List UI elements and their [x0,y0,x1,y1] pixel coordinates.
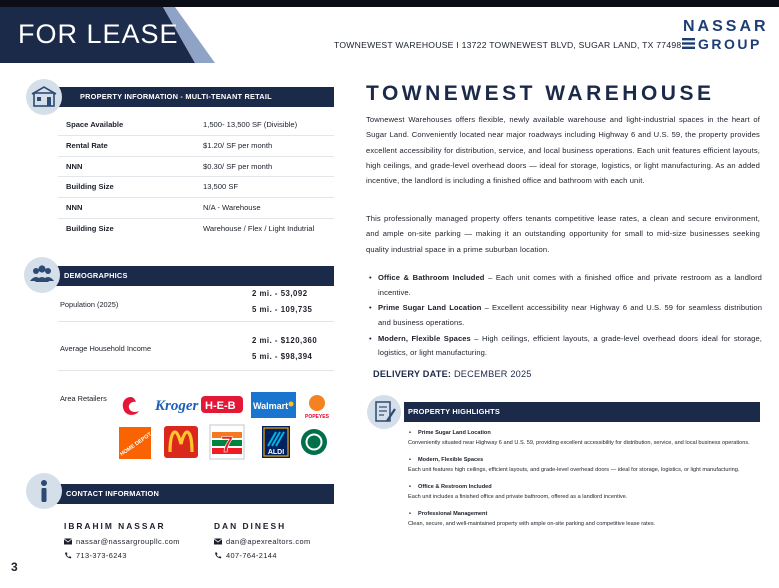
demographics-icon-wrap [24,257,60,293]
svg-text:ALDI: ALDI [267,449,285,456]
logo-nassar-text: NASSAR [683,18,769,35]
table-row [58,136,334,157]
highlight-title: • Modern, Flexible Spaces [409,457,484,463]
mcdonalds-logo [164,426,198,458]
nassar-logo-icon [682,37,695,50]
highlight-title: • Office & Restroom Included [409,484,492,490]
row-value: $1.20/ SF per month [203,140,273,150]
income-2mi: 2 mi. - $120,360 [252,336,318,345]
income-5mi: 5 mi. - $98,394 [252,352,313,361]
delivery-date [373,369,532,379]
phone-text: 713-373-6243 [76,551,127,560]
svg-text:Walmart: Walmart [253,401,289,411]
delivery-value: DECEMBER 2025 [453,369,532,379]
building-icon [26,79,62,115]
bullet-text: – Each unit comes with a finished office and private restroom as a landlord incentive. [378,273,762,297]
table-row [58,115,334,136]
mail-icon [214,538,222,545]
list-item [408,510,760,530]
bullet-dot: • [369,273,372,282]
logo-group-text: GROUP [698,36,762,52]
highlights-icon-wrap [367,395,401,429]
page-title: TOWNEWEST WAREHOUSE [366,82,715,105]
document-pen-icon [367,395,401,429]
property-info-heading: PROPERTY INFORMATION - MULTI-TENANT RETAIL [42,87,334,107]
list-item [408,483,760,503]
heb-logo [200,393,244,417]
starbucks-logo [300,428,328,456]
for-lease-label: FOR LEASE [18,19,179,49]
table-row [58,198,334,219]
income-label: Average Household Income [60,344,152,353]
divider [58,321,334,322]
contact-name-1: IBRAHIM NASSAR [64,521,166,531]
svg-text:H-E-B: H-E-B [205,400,236,412]
demographics-heading: DEMOGRAPHICS [36,266,334,286]
svg-text:HOME DEPOT: HOME DEPOT [119,431,154,458]
chick-fil-a-logo [116,391,146,421]
row-value: 13,500 SF [203,182,239,192]
list-item [366,271,762,300]
divider [58,370,334,371]
aldi-logo [262,426,290,458]
highlight-title: • Prime Sugar Land Location [409,430,491,436]
page-number: 3 [11,560,18,574]
highlight-title: • Professional Management [409,511,488,517]
table-row [58,157,334,178]
list-item [408,429,760,449]
bullet-text: – High ceilings, efficient layouts, a grade-level overhead doors ideal for storage, logistics, or light manufacturing. [378,333,762,358]
phone-text: 407-764-2144 [226,551,277,560]
row-label: Building Size [66,223,114,233]
info-icon [26,473,62,509]
seven-eleven-logo [210,425,244,459]
svg-text:7: 7 [220,432,234,457]
kroger-logo [153,391,199,421]
people-icon [24,257,60,293]
mail-icon [64,538,72,545]
highlight-text: Conveniently situated near Highway 6 and U.S. 59, providing excellent accessibility for distribution, service, and local business operations. [408,440,750,446]
contact-phone-1[interactable] [64,551,127,560]
delivery-label: DELIVERY DATE: [373,369,452,379]
phone-icon [214,552,222,559]
row-value: N/A - Warehouse [203,203,261,213]
highlights-list [408,429,760,537]
population-5mi: 5 mi. - 109,735 [252,305,313,314]
email-text: dan@apexrealtors.com [226,537,311,546]
contact-name-2: DAN DINESH [214,521,287,531]
property-info-table [58,115,334,239]
bullet-dot: • [369,303,372,313]
walmart-logo [251,392,296,418]
property-address: TOWNEWEST WAREHOUSE I 13722 TOWNEWEST BLVD, SUGAR LAND, TX 77498 [334,40,682,50]
list-item [366,332,762,361]
row-label: NNN [66,203,83,213]
highlight-text: Each unit features high ceilings, efficient layouts, and grade-level overhead doors — ideal for storage, logistics, or light manufacturing. [408,467,740,473]
svg-text:POPEYES: POPEYES [305,414,329,420]
bullet-title: Prime Sugar Land Location [378,303,482,313]
popeyes-logo [302,391,332,421]
top-edge-bar [0,0,779,7]
row-value: Warehouse / Flex / Light Indutrial [203,223,315,233]
contact-heading: CONTACT INFORMATION [42,484,334,504]
contact-email-1[interactable] [64,537,180,546]
highlights-heading: PROPERTY HIGHLIGHTS [404,402,760,422]
row-label: Rental Rate [66,140,108,150]
highlight-text: Each unit includes a finished office and private bathroom, offered as a landlord incentive. [408,494,628,500]
table-row [58,219,334,239]
svg-text:Kroger: Kroger [155,398,199,414]
contact-email-2[interactable] [214,537,311,546]
bullet-title: Modern, Flexible Spaces [378,333,471,343]
bullet-title: Office & Bathroom Included [378,273,485,282]
row-label: NNN [66,161,83,171]
contact-phone-2[interactable] [214,551,277,560]
row-label: Building Size [66,182,114,192]
table-row [58,177,334,198]
management-paragraph: This professionally managed property offers tenants competitive lease rates, a clean and secure environment, and ample on-site parking — making it an outstanding opportunity for small to mid-size businesses seeking quality industrial space in a prime suburban location. [366,214,760,254]
bullet-dot: • [369,333,372,343]
row-value: $0.30/ SF per month [203,161,273,171]
area-retailers-label: Area Retailers [60,394,107,403]
feature-list [366,271,762,362]
population-2mi: 2 mi. - 53,092 [252,289,308,298]
row-label: Space Available [66,120,124,129]
contact-icon-wrap [26,473,62,509]
highlight-text: Clean, secure, and well-maintained property with ample on-site parking and competitive lease rates. [408,521,656,527]
phone-icon [64,552,72,559]
property-info-icon-wrap [26,79,62,115]
email-text: nassar@nassargroupllc.com [76,537,180,546]
list-item [408,456,760,476]
home-depot-logo [119,427,154,459]
row-value: 1,500- 13,500 SF (Divisible) [203,120,298,129]
bullet-text: – Excellent accessibility near Highway 6 and U.S. 59 for seamless distribution and business operations. [378,303,762,327]
intro-paragraph: Townewest Warehouses offers flexible, newly available warehouse and light-industrial spaces in the heart of Sugar Land. Conveniently located near major roadways including Highway 6 and U.S. 59, the property provides excellent accessibility for distribution, service, and local business operations. Each unit features efficient layouts, high ceilings, and grade-level overhead doors — ideal for storage, logistics, or light manufacturing. As an added incentive, the landlord is including a finished office and bathroom with each unit. [366,115,760,186]
population-label: Population (2025) [60,300,119,309]
list-item [366,301,762,330]
